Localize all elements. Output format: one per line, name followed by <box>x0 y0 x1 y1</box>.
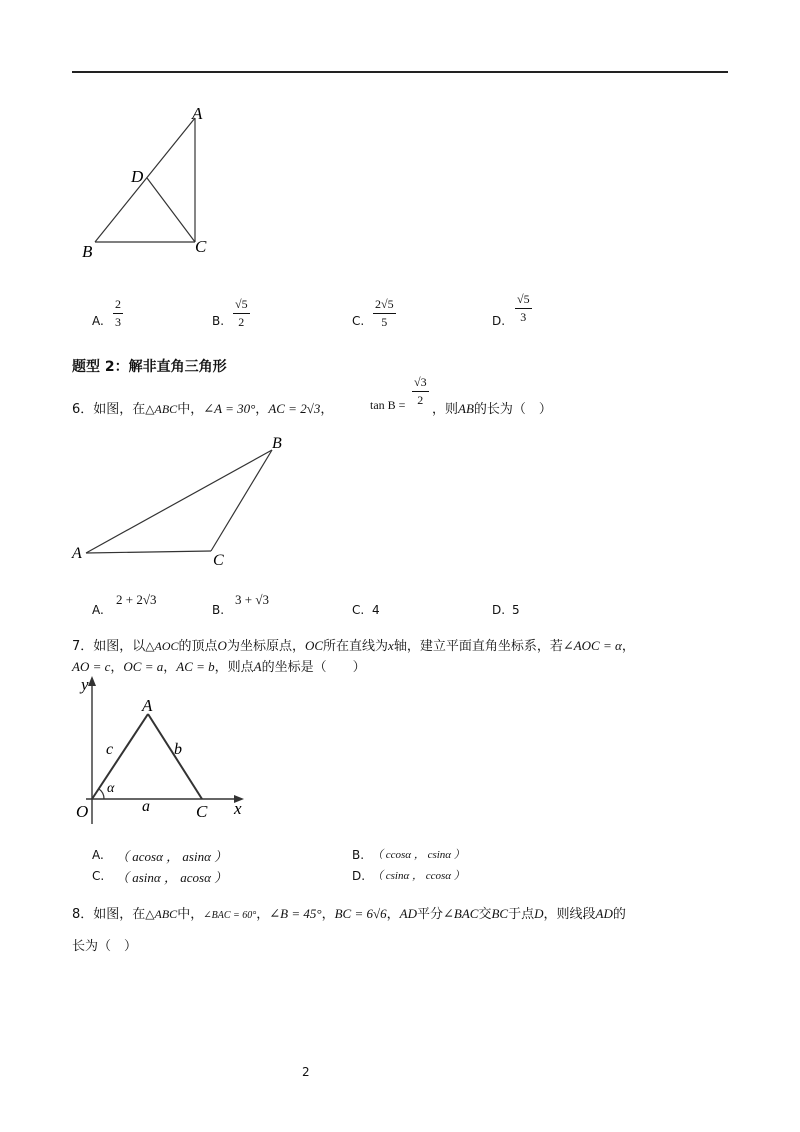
question-6 <box>72 398 333 417</box>
header-rule <box>72 71 728 73</box>
q8-angle-bac-2: ∠BAC <box>442 906 479 921</box>
angle-arc <box>99 789 104 799</box>
q5-option-c-value <box>373 297 396 330</box>
numerator: √5 <box>515 292 532 309</box>
q6-tan-fraction <box>412 375 429 408</box>
q6-option-a-value: 2 + 2√3 <box>116 592 157 607</box>
label-c: C <box>195 237 207 256</box>
label-c: C <box>196 802 208 821</box>
label-c: C <box>213 552 224 569</box>
label-alpha: α <box>107 781 115 796</box>
q6-text: 的长为（ ） <box>473 402 552 417</box>
q8-text: 的 <box>612 907 626 922</box>
q7-angle: ∠AOC = α <box>562 638 622 653</box>
side-cb <box>211 450 272 551</box>
q7-triangle: △AOC <box>145 639 179 653</box>
denominator: 3 <box>115 315 121 329</box>
q8-text: 平分 <box>416 907 443 922</box>
q6-option-d-label: D. <box>492 603 506 617</box>
q7-sep: ， <box>110 660 124 675</box>
q8-bc: BC <box>491 906 509 921</box>
q5-option-b-value <box>233 297 250 330</box>
numerator: √5 <box>233 297 250 314</box>
q7-text: 的坐标是（ ） <box>261 660 366 675</box>
q6-side-ac: AC = 2√3 <box>268 401 321 416</box>
q6-option-a-label: A. <box>92 603 104 617</box>
q7-sep: ， <box>163 660 177 675</box>
q7-text: 的顶点 <box>178 639 218 654</box>
triangle-figure-q6 <box>66 432 296 572</box>
q7-oc: OC <box>304 638 324 653</box>
denominator: 2 <box>417 393 424 407</box>
q7-option-c-label: C. <box>92 869 105 883</box>
q8-point-d: D <box>534 906 544 921</box>
q7-text: ，则点 <box>214 660 254 675</box>
label-a: A <box>192 104 203 123</box>
label-a: A <box>72 545 82 562</box>
label-a: A <box>142 696 153 715</box>
q8-number: 8． <box>72 907 94 922</box>
label-side-a: a <box>142 798 150 815</box>
q8-sep: ， <box>256 907 270 922</box>
q6-text: 中， <box>177 402 204 417</box>
q7-point-o: O <box>217 638 227 653</box>
q6-question-tail <box>432 398 552 417</box>
q7-ac-value: AC = b <box>176 659 215 674</box>
section-title: 题型 2：解非直角三角形 <box>72 359 227 375</box>
question-8-line-2: 长为（ ） <box>72 939 138 954</box>
side-ac <box>86 551 211 553</box>
q7-option-b-value: （ ccosα ， csinα ） <box>372 849 465 861</box>
q7-oc-value: OC = a <box>123 659 164 674</box>
question-8-line-1 <box>72 903 626 922</box>
q6-angle-a: ∠A = 30° <box>203 401 256 416</box>
q5-option-a-label: A. <box>92 314 104 328</box>
q6-triangle: △ABC <box>145 402 178 416</box>
q7-option-c-value: （ asinα ， acosα ） <box>116 870 228 885</box>
q7-number: 7． <box>72 639 94 654</box>
q6-option-b-value: 3 + √3 <box>235 592 269 607</box>
q8-text: 如图，在 <box>93 907 146 922</box>
q6-number: 6． <box>72 402 94 417</box>
coordinate-figure-q7 <box>72 672 262 832</box>
q7-option-a-label: A. <box>92 848 104 862</box>
q7-option-d-value: （ csinα ， ccosα ） <box>372 870 465 882</box>
segment-cd <box>147 178 195 242</box>
label-d: D <box>131 167 144 186</box>
numerator: 2√5 <box>373 297 396 314</box>
q5-option-d-value <box>515 292 532 325</box>
q7-text: 为坐标原点， <box>226 639 305 654</box>
q7-x: x <box>388 638 394 653</box>
q6-option-b-label: B. <box>212 603 225 617</box>
q8-triangle: △ABC <box>145 907 178 921</box>
label-y: y <box>81 675 89 694</box>
q7-text: 如图，以 <box>93 639 146 654</box>
q5-option-b-label: B. <box>212 314 225 328</box>
q6-sep: ， <box>320 402 334 417</box>
q7-option-a-value: （ acosα ， asinα ） <box>116 849 228 864</box>
question-7-line-1 <box>72 635 635 654</box>
label-b: B <box>82 242 93 261</box>
q8-sep: ， <box>386 907 400 922</box>
q5-option-d-label: D. <box>492 314 506 328</box>
page-number: 2 <box>302 1065 310 1079</box>
q8-text: 中， <box>177 907 204 922</box>
q8-ad-2: AD <box>595 906 613 921</box>
triangle-figure-q5 <box>70 100 230 265</box>
label-x: x <box>234 799 242 818</box>
q6-text: ，则 <box>432 402 459 417</box>
q5-option-a-value <box>113 297 123 330</box>
label-b: B <box>272 435 282 452</box>
q7-option-d-label: D. <box>352 869 366 883</box>
y-axis-arrow-icon <box>88 676 96 686</box>
q7-point-a: A <box>253 659 262 674</box>
q7-ao: AO = c <box>72 659 111 674</box>
q6-text: 如图，在 <box>93 402 146 417</box>
q8-sep: ， <box>321 907 335 922</box>
label-o: O <box>76 802 89 821</box>
q6-tan-lhs: tan B = <box>370 398 406 412</box>
q7-text: 轴，建立平面直角坐标系，若 <box>393 639 563 654</box>
q7-text: ， <box>621 639 635 654</box>
q7-option-b-label: B. <box>352 848 365 862</box>
numerator: √3 <box>412 375 429 392</box>
denominator: 2 <box>238 315 245 329</box>
label-side-b: b <box>174 741 182 758</box>
q6-option-d-value: 5 <box>512 603 520 617</box>
q8-text: 于点 <box>508 907 535 922</box>
q5-option-c-label: C. <box>352 314 365 328</box>
q8-angle-bac: ∠BAC = 60° <box>203 910 257 921</box>
side-ab <box>95 118 195 242</box>
side-oa <box>92 714 148 799</box>
q6-ab: AB <box>458 401 474 416</box>
numerator: 2 <box>113 297 123 314</box>
side-ab <box>86 450 272 553</box>
q6-option-c-label: C. <box>352 603 365 617</box>
q8-side-bc: BC = 6√6 <box>334 906 387 921</box>
denominator: 5 <box>381 315 388 329</box>
q8-angle-b: ∠B = 45° <box>269 906 322 921</box>
q6-sep: ， <box>255 402 269 417</box>
q8-text: 交 <box>478 907 492 922</box>
q6-option-c-value: 4 <box>372 603 380 617</box>
label-side-c: c <box>106 741 114 758</box>
q7-text: 所在直线为 <box>323 639 389 654</box>
q8-text: ，则线段 <box>543 907 596 922</box>
denominator: 3 <box>520 310 527 324</box>
q8-ad: AD <box>399 906 417 921</box>
